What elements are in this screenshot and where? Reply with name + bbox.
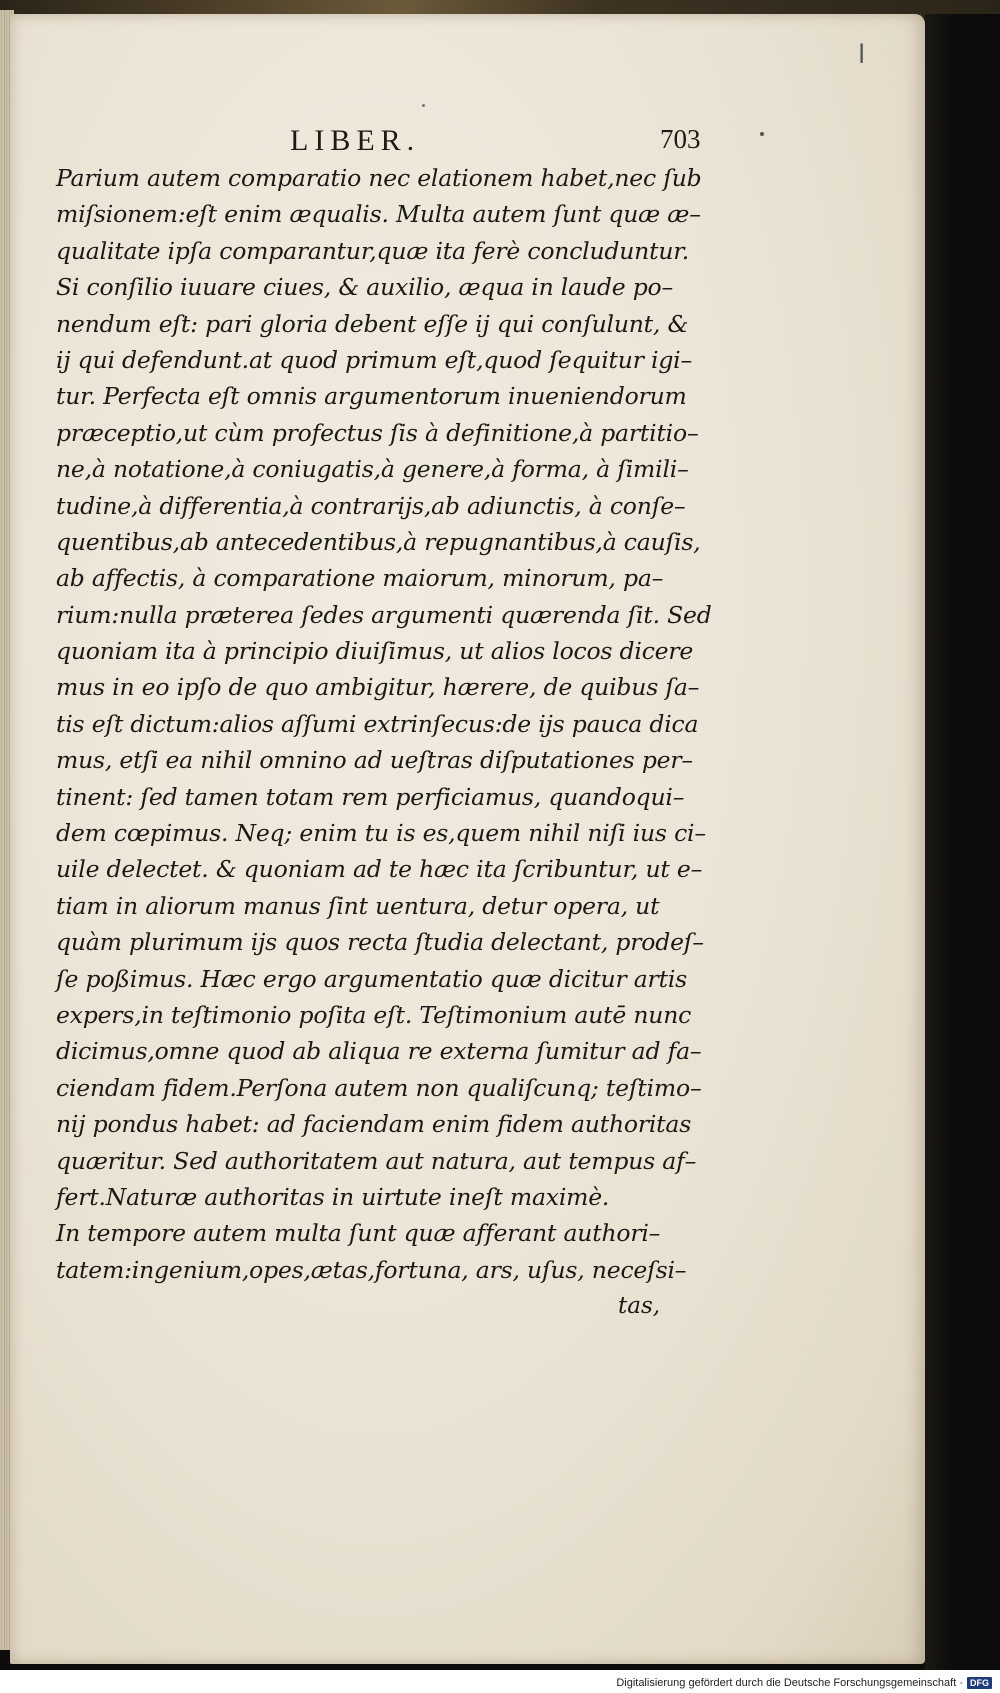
text-line: miſsionem:eſt enim æqualis. Multa autem ſunt quæ æ–: [56, 200, 701, 229]
text-line: ſe poßimus. Hæc ergo argumentatio quæ dicitur artis: [56, 964, 688, 993]
text-line: rium:nulla præterea ſedes argumenti quærenda ſit. Sed: [56, 600, 712, 629]
text-line: ne,à notatione,à coniugatis,à genere,à forma, à ſimili–: [56, 455, 689, 484]
text-line: quoniam ita à principio diuiſimus, ut alios locos dicere: [56, 637, 694, 666]
header-title: LIBER.: [290, 124, 421, 157]
text-line: quentibus,ab antecedentibus,à repugnantibus,à cauſis,: [56, 527, 701, 556]
text-line: tudine,à differentia,à contrarijs,ab adiunctis, à conſe–: [56, 491, 686, 520]
body-text: [56, 160, 712, 1288]
dfg-logo: DFG: [967, 1677, 992, 1689]
text-line: ab affectis, à comparatione maiorum, minorum, pa–: [56, 564, 664, 593]
scan-shadow: [925, 14, 1000, 1670]
text-line: uile delectet. & quoniam ad te hæc ita ſcribuntur, ut e–: [56, 855, 703, 884]
corner-mark: l: [858, 40, 866, 70]
text-line: nij pondus habet: ad faciendam enim fidem authoritas: [56, 1110, 692, 1139]
catchword: tas,: [618, 1293, 661, 1319]
text-line: quàm plurimum ijs quos recta ſtudia delectant, prodeſ–: [56, 928, 704, 957]
text-line: mus, etſi ea nihil omnino ad ueſtras diſputationes per–: [56, 746, 693, 775]
book-page: [10, 14, 925, 1664]
text-line: In tempore autem multa ſunt quæ afferant authori–: [56, 1219, 661, 1248]
digitization-credit: [616, 1676, 992, 1690]
text-line: dicimus,omne quod ab aliqua re externa ſumitur ad fa–: [56, 1037, 702, 1066]
ink-speck: [422, 104, 425, 107]
text-line: tatem:ingenium,opes,ætas,fortuna, ars, uſus, neceſsi–: [56, 1255, 687, 1284]
text-line: ij qui defendunt.at quod primum eſt,quod ſequitur igi–: [56, 345, 693, 374]
credit-text: Digitalisierung gefördert durch die Deutsche Forschungsgemeinschaft ·: [616, 1677, 963, 1689]
text-line: tiam in aliorum manus ſint uentura, detur opera, ut: [56, 891, 660, 920]
text-line: Si conſilio iuuare ciues, & auxilio, æqua in laude po–: [56, 273, 674, 302]
text-line: tis eſt dictum:alios aſſumi extrinſecus:de ijs pauca dica: [56, 709, 699, 738]
text-line: ciendam fidem.Perſona autem non qualiſcunq; teſtimo–: [56, 1073, 702, 1102]
text-line: Parium autem comparatio nec elationem habet,nec ſub: [56, 164, 702, 192]
text-line: tinent: ſed tamen totam rem perficiamus, quandoqui–: [56, 782, 685, 811]
text-line: fert.Naturæ authoritas in uirtute ineſt maximè.: [56, 1182, 610, 1211]
text-line: nendum eſt: pari gloria debent eſſe ij qui conſulunt, &: [56, 309, 689, 338]
running-head: [55, 124, 895, 164]
text-line: qualitate ipſa comparantur,quæ ita ferè concluduntur.: [56, 236, 690, 265]
text-line: dem cœpimus. Neq; enim tu is es,quem nihil niſi ius ci–: [56, 819, 706, 848]
text-line: tur. Perfecta eſt omnis argumentorum inueniendorum: [56, 382, 687, 411]
page-number: 703: [660, 124, 701, 154]
text-line: præceptio,ut cùm profectus ſis à definitione,à partitio–: [56, 418, 699, 447]
ink-speck: [760, 132, 764, 136]
text-line: quæritur. Sed authoritatem aut natura, aut tempus af–: [56, 1146, 697, 1175]
text-line: expers,in teſtimonio poſita eſt. Teſtimonium autē nunc: [56, 1000, 692, 1029]
text-line: mus in eo ipſo de quo ambigitur, hærere, de quibus ſa–: [56, 673, 700, 702]
